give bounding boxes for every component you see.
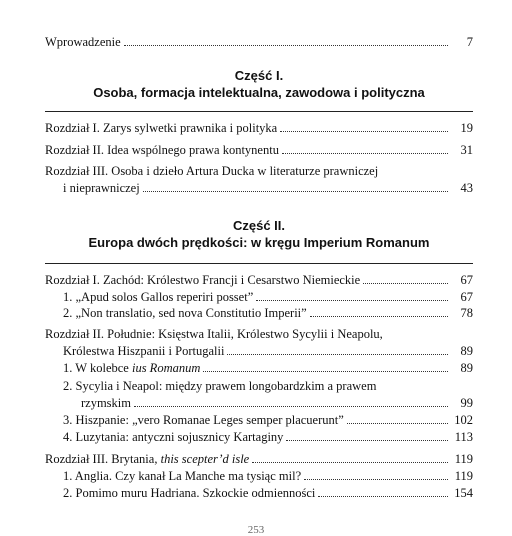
toc-entry-title: Rozdział I. Zachód: Królestwo Francji i Cesarstwo Niemieckie	[45, 273, 361, 287]
toc-entry-section-line2	[81, 395, 473, 411]
toc-entry-title: Rozdział II. Idea wspólnego prawa kontynentu	[45, 143, 279, 157]
dot-leader	[280, 130, 448, 132]
toc-entry-section	[63, 412, 473, 428]
dot-leader	[318, 495, 448, 497]
dot-leader	[227, 353, 448, 355]
toc-entry-title: 3. Hiszpanie: „vero Romanae Leges semper placuerunt”	[63, 413, 344, 427]
toc-entry-page: 154	[454, 486, 473, 500]
toc-entry-section	[63, 360, 473, 376]
toc-entry-intro	[45, 34, 473, 50]
toc-entry-title: 1. W kolebce ius Romanum	[63, 361, 201, 375]
toc-entry-title: 4. Luzytania: antyczni sojusznicy Kartaginy	[63, 430, 284, 444]
part-title: Europa dwóch prędkości: w kręgu Imperium Romanum	[88, 235, 430, 250]
toc-entry-title: Rozdział III. Brytania, this scepter’d isle	[45, 452, 250, 466]
dot-leader	[134, 405, 448, 407]
dot-leader	[203, 370, 448, 372]
toc-entry-page: 99	[460, 396, 473, 410]
toc-entry-page: 113	[454, 430, 473, 444]
toc-entry-section-line1	[63, 378, 473, 394]
dot-leader	[124, 44, 448, 46]
toc-entry-title: 1. Anglia. Czy kanał La Manche ma tysiąc mil?	[63, 469, 302, 483]
dot-leader	[304, 478, 448, 480]
toc-entry-section	[63, 305, 473, 321]
toc-entry-chapter-line1	[45, 163, 473, 179]
part-title: Osoba, formacja intelektualna, zawodowa i polityczna	[93, 85, 425, 100]
page-number: 253	[247, 524, 265, 536]
toc-entry-page: 7	[466, 35, 473, 49]
toc-entry-chapter	[45, 451, 473, 467]
toc-entry-section	[63, 289, 473, 305]
toc-entry-page: 31	[460, 143, 473, 157]
divider	[45, 263, 473, 264]
toc-entry-page: 119	[454, 469, 473, 483]
toc-entry-chapter	[45, 120, 473, 136]
toc-entry-page: 102	[454, 413, 473, 427]
toc-entry-title: Rozdział II. Południe: Księstwa Italii, Królestwo Sycylii i Neapolu,	[45, 327, 383, 341]
toc-entry-chapter	[45, 272, 473, 288]
toc-entry-title: 2. Sycylia i Neapol: między prawem longobardzkim a prawem	[63, 379, 377, 393]
toc-entry-page: 67	[460, 273, 473, 287]
dot-leader	[363, 282, 448, 284]
part-label: Część I.	[234, 68, 284, 83]
toc-entry-page: 89	[460, 344, 473, 358]
toc-entry-title: Wprowadzenie	[45, 35, 121, 49]
toc-entry-chapter-line2	[63, 180, 473, 196]
toc-entry-section	[63, 485, 473, 501]
toc-entry-title: 1. „Apud solos Gallos reperiri posset”	[63, 290, 254, 304]
dot-leader	[256, 299, 448, 301]
toc-entry-page: 43	[460, 181, 473, 195]
toc-entry-title: 2. Pomimo muru Hadriana. Szkockie odmienności	[63, 486, 316, 500]
toc-entry-title: 2. „Non translatio, sed nova Constitutio Imperii”	[63, 306, 307, 320]
dot-leader	[282, 152, 448, 154]
toc-entry-title-continued: Królestwa Hiszpanii i Portugalii	[63, 344, 225, 358]
toc-entry-page: 119	[454, 452, 473, 466]
toc-entry-page: 67	[460, 290, 473, 304]
divider	[45, 111, 473, 112]
toc-entry-title-continued: i nieprawniczej	[63, 181, 140, 195]
toc-entry-chapter-line1	[45, 326, 473, 342]
toc-entry-section	[63, 468, 473, 484]
toc-entry-chapter-line2	[63, 343, 473, 359]
dot-leader	[143, 190, 448, 192]
dot-leader	[252, 461, 448, 463]
toc-entry-title-continued: rzymskim	[81, 396, 131, 410]
toc-entry-page: 19	[460, 121, 473, 135]
dot-leader	[310, 315, 448, 317]
toc-entry-page: 89	[460, 361, 473, 375]
toc-entry-page: 78	[460, 306, 473, 320]
dot-leader	[347, 422, 448, 424]
part-label: Część II.	[232, 218, 286, 233]
dot-leader	[286, 439, 448, 441]
toc-entry-title: Rozdział I. Zarys sylwetki prawnika i polityka	[45, 121, 278, 135]
toc-entry-title: Rozdział III. Osoba i dzieło Artura Ducka w literaturze prawniczej	[45, 164, 379, 178]
toc-entry-section	[63, 429, 473, 445]
toc-entry-chapter	[45, 142, 473, 158]
